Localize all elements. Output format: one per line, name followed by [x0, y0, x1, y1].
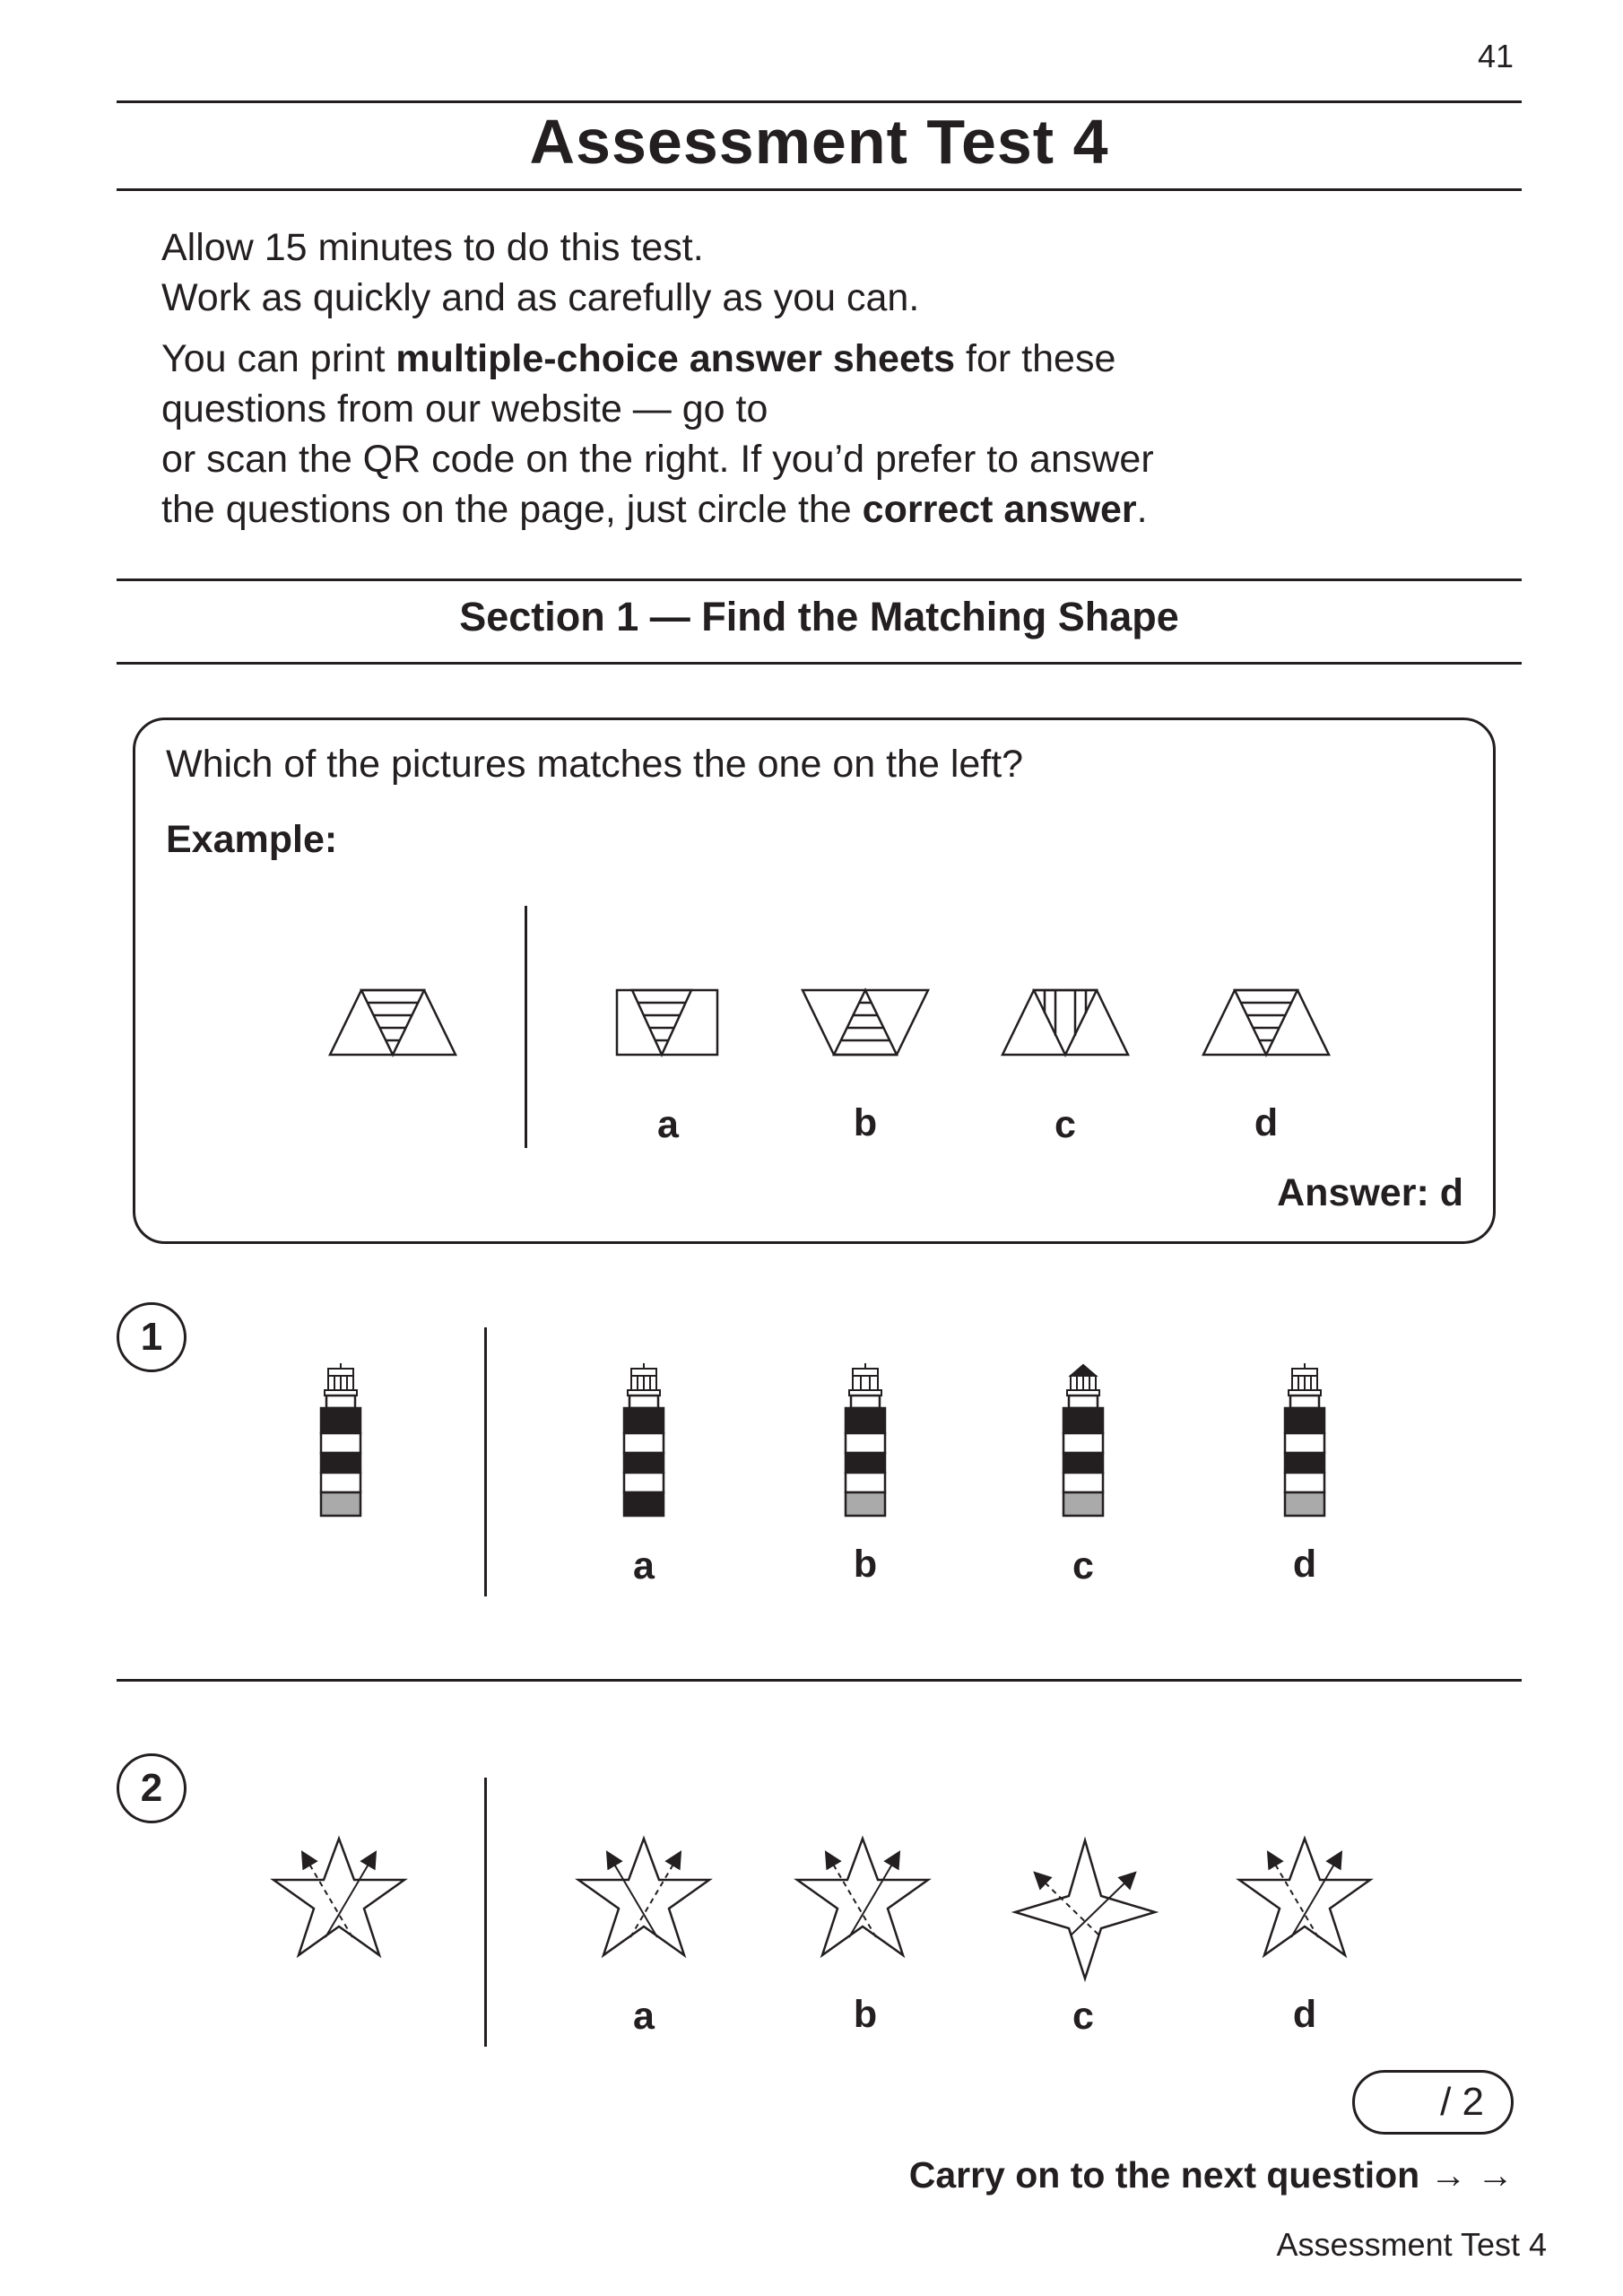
page-title: Assessment Test 4 [529, 107, 1109, 177]
question-2-option-b[interactable]: b [853, 1993, 878, 2036]
example-option-d[interactable]: d [1254, 1101, 1279, 1144]
question-2-option-d-star-arrow-icon [1239, 1839, 1370, 1955]
example-option-c[interactable]: c [1055, 1103, 1076, 1146]
correct-answer-emphasis: correct answer [862, 488, 1137, 531]
example-answer: Answer: d [1277, 1171, 1463, 1214]
question-1-option-d[interactable]: d [1292, 1543, 1317, 1586]
section-heading: Section 1 — Find the Matching Shape [459, 594, 1179, 639]
footer-label: Assessment Test 4 [1276, 2226, 1547, 2263]
question-2-number: 2 [117, 1753, 187, 1823]
example-question: Which of the pictures matches the one on the left? [166, 743, 1024, 786]
question-2-option-a[interactable]: a [633, 1995, 655, 2038]
instruction-print-line: You can print multiple-choice answer sheets for these [161, 337, 1116, 380]
instruction-circle-line: the questions on the page, just circle the correct answer. [161, 488, 1148, 531]
example-label: Example: [166, 818, 338, 861]
example-option-b[interactable]: b [853, 1101, 878, 1144]
question-1-number: 1 [117, 1302, 187, 1372]
question-1-option-c[interactable]: c [1072, 1544, 1094, 1587]
instruction-qr-line: or scan the QR code on the right. If you’d prefer to answer [161, 438, 1154, 481]
score-box: / 2 [1352, 2070, 1514, 2135]
question-2-option-c-star-arrow-icon [1015, 1840, 1155, 1979]
page-number: 41 [1477, 38, 1514, 74]
question-2-option-c[interactable]: c [1072, 1995, 1094, 2038]
question-2-option-b-star-arrow-icon [797, 1839, 928, 1955]
question-2-option-d[interactable]: d [1292, 1993, 1317, 2036]
carry-on-text: Carry on to the next question → → [908, 2154, 1514, 2196]
instruction-line-1: Allow 15 minutes to do this test. [161, 226, 704, 269]
instruction-website-line: questions from our website — go to [161, 387, 768, 430]
question-2-option-a-star-arrow-icon [578, 1839, 709, 1955]
question-2-star-arrow-icon [273, 1839, 404, 1955]
instruction-line-2: Work as quickly and as carefully as you can. [161, 276, 920, 319]
question-1-option-a[interactable]: a [633, 1544, 655, 1587]
answer-sheets-emphasis: multiple-choice answer sheets [395, 337, 956, 380]
question-1-option-b[interactable]: b [853, 1543, 878, 1586]
example-option-a[interactable]: a [657, 1103, 679, 1146]
